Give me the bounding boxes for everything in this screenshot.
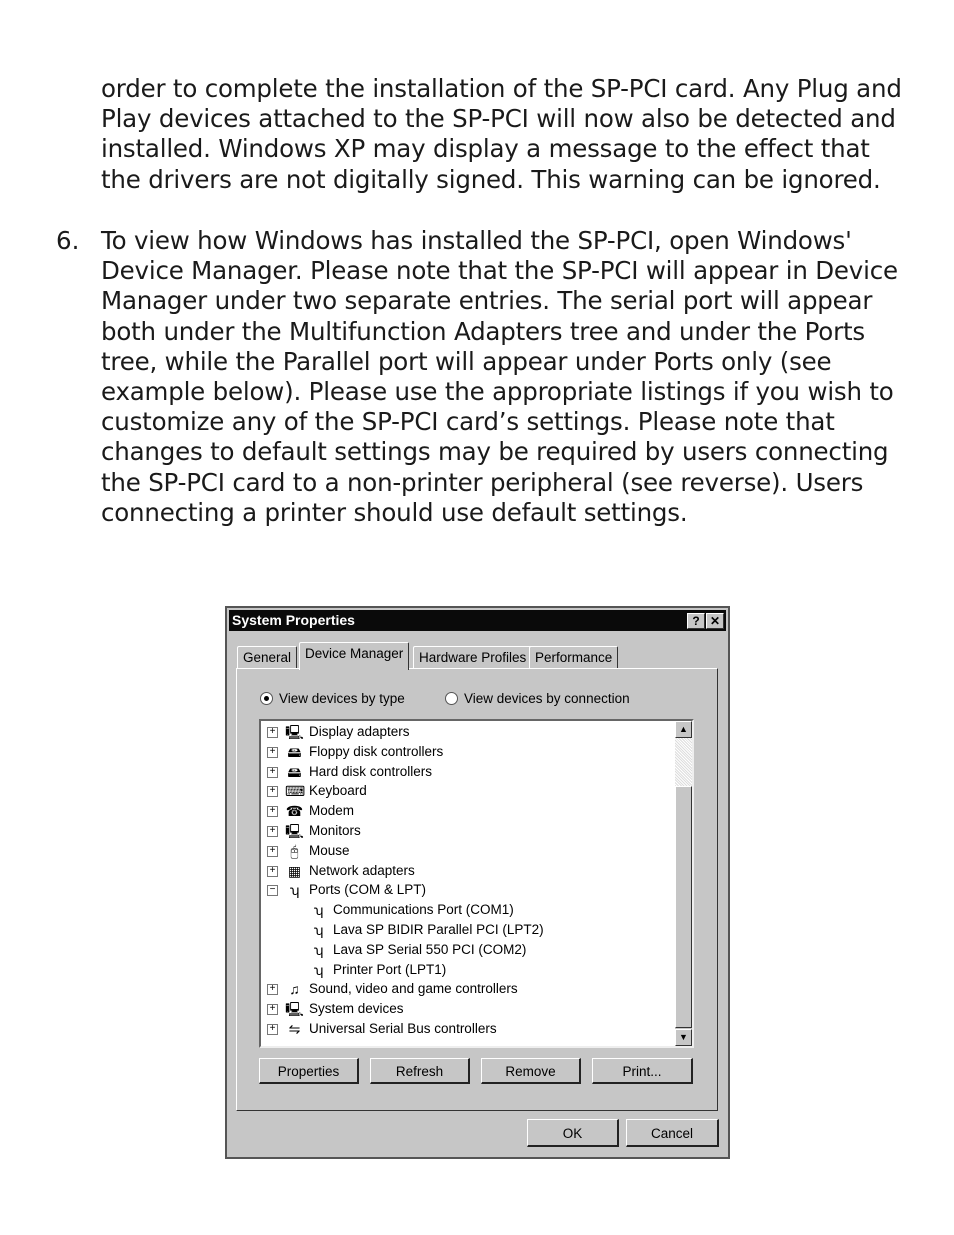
tree-item[interactable] [285, 841, 350, 861]
tree-item-label: Communications Port (COM1) [333, 902, 514, 918]
tree-item-label: Universal Serial Bus controllers [309, 1021, 497, 1036]
device-category-icon: 🖰 [290, 842, 299, 859]
tree-item-label: Modem [309, 803, 355, 819]
tree-item-label: Lava SP BIDIR Parallel PCI (LPT2) [333, 922, 544, 937]
tree-item[interactable] [309, 900, 514, 920]
tab-performance[interactable]: Performance [529, 646, 618, 669]
expand-icon[interactable]: + [267, 786, 278, 797]
radio-view-by-connection[interactable] [445, 691, 630, 706]
system-properties-dialog [225, 606, 730, 1159]
expand-icon[interactable]: + [267, 727, 278, 738]
title-bar [229, 610, 726, 631]
expand-icon[interactable]: + [267, 826, 278, 837]
ok-button[interactable]: OK [527, 1119, 619, 1147]
tree-item[interactable] [309, 920, 544, 940]
expand-icon[interactable]: + [267, 866, 278, 877]
tree-item-label: Printer Port (LPT1) [333, 961, 447, 977]
tree-item[interactable] [285, 1019, 497, 1039]
tree-item-label: Display adapters [309, 724, 410, 739]
tree-item-label: System devices [309, 1001, 404, 1017]
radio-unselected-icon [445, 692, 458, 705]
tab-device-manager[interactable]: Device Manager [299, 642, 409, 670]
scroll-up-arrow-icon[interactable]: ▲ [675, 721, 692, 738]
tree-item[interactable] [285, 722, 410, 742]
tree-item-label: Lava SP Serial 550 PCI (COM2) [333, 941, 527, 957]
close-button[interactable]: ✕ [706, 613, 724, 629]
step-number: 6. [56, 226, 80, 255]
device-category-icon: ʮ [289, 882, 300, 899]
expand-icon[interactable]: + [267, 806, 278, 817]
device-category-icon: 🖴 [287, 743, 302, 760]
tree-item[interactable] [285, 742, 443, 762]
expand-icon[interactable]: + [267, 984, 278, 995]
expand-icon[interactable]: + [267, 1024, 278, 1035]
device-category-icon: 🖴 [287, 763, 302, 780]
radio-label: View devices by connection [464, 691, 630, 706]
device-category-icon: ▦ [287, 862, 302, 879]
device-category-icon: ⌨ [285, 783, 306, 800]
properties-button[interactable]: Properties [259, 1058, 359, 1084]
expand-icon[interactable]: + [267, 846, 278, 857]
device-category-icon: 🖳 [285, 823, 304, 839]
expand-icon[interactable]: + [267, 1004, 278, 1015]
tree-item[interactable] [309, 940, 526, 960]
collapse-icon[interactable]: − [267, 885, 278, 896]
tree-item[interactable] [285, 762, 432, 782]
vertical-scrollbar[interactable] [675, 721, 692, 1046]
tab-hardware-profiles[interactable]: Hardware Profiles [413, 646, 532, 669]
radio-view-by-type[interactable] [260, 691, 405, 706]
tree-item[interactable] [309, 960, 446, 980]
help-button[interactable]: ? [687, 613, 705, 629]
scroll-track[interactable] [675, 738, 692, 786]
tree-item[interactable] [285, 880, 426, 900]
print-button[interactable]: Print... [592, 1058, 693, 1084]
tree-item-label: Floppy disk controllers [309, 743, 444, 759]
cancel-button[interactable]: Cancel [626, 1119, 719, 1147]
device-tree[interactable] [259, 719, 694, 1048]
scroll-thumb[interactable] [675, 786, 692, 1028]
tree-item-label: Mouse [309, 842, 350, 858]
paragraph-intro: order to complete the installation of the SP-PCI card. Any Plug and Play devices attached to the SP-PCI will now also be detected and installed. Windows XP may display a message to the effect that the drivers are not digitally signed. This warning can be ignored. [101, 74, 902, 194]
tree-item[interactable] [285, 821, 361, 841]
radio-selected-icon [260, 692, 273, 705]
tree-item-label: Sound, video and game controllers [309, 981, 518, 997]
remove-button[interactable]: Remove [481, 1058, 581, 1084]
expand-icon[interactable]: + [267, 767, 278, 778]
tree-item[interactable] [285, 861, 415, 881]
radio-label: View devices by type [279, 691, 405, 706]
tree-item[interactable] [285, 801, 354, 821]
refresh-button[interactable]: Refresh [370, 1058, 470, 1084]
tree-item[interactable] [285, 999, 404, 1019]
tree-item-label: Hard disk controllers [309, 763, 433, 779]
device-category-icon: ʮ [313, 902, 324, 919]
device-category-icon: ⇋ [288, 1021, 301, 1037]
device-category-icon: ʮ [313, 961, 324, 978]
scroll-down-arrow-icon[interactable]: ▼ [675, 1029, 692, 1046]
device-category-icon: 🖳 [285, 1001, 304, 1018]
device-category-icon: ♫ [289, 981, 300, 998]
paragraph-step-6: To view how Windows has installed the SP-PCI, open Windows' Device Manager. Please note that the SP-PCI will appear in Device Manager under two separate entries. The serial port will appear both under the Multifunction Adapters tree and under the Ports tree, while the Parallel port will appear under Ports only (see example below). Please use the appropriate listings if you wish to customize any of the SP-PCI card’s settings. Please note that changes to default settings may be required by users connecting the SP-PCI card to a non-printer peripheral (see reverse). Users connecting a printer should use default settings. [101, 226, 898, 527]
device-category-icon: ʮ [313, 922, 324, 938]
dialog-title: System Properties [232, 612, 355, 628]
tree-item[interactable] [285, 781, 367, 801]
tree-item-label: Ports (COM & LPT) [309, 882, 427, 898]
device-category-icon: ʮ [313, 941, 324, 958]
tree-item[interactable] [285, 979, 518, 999]
device-category-icon: 🖳 [285, 724, 304, 740]
tree-item-label: Network adapters [309, 862, 415, 878]
tree-item-label: Monitors [309, 823, 361, 838]
tab-general[interactable]: General [237, 646, 297, 669]
tree-item-label: Keyboard [309, 783, 367, 799]
device-category-icon: ☎ [285, 803, 304, 820]
expand-icon[interactable]: + [267, 747, 278, 758]
